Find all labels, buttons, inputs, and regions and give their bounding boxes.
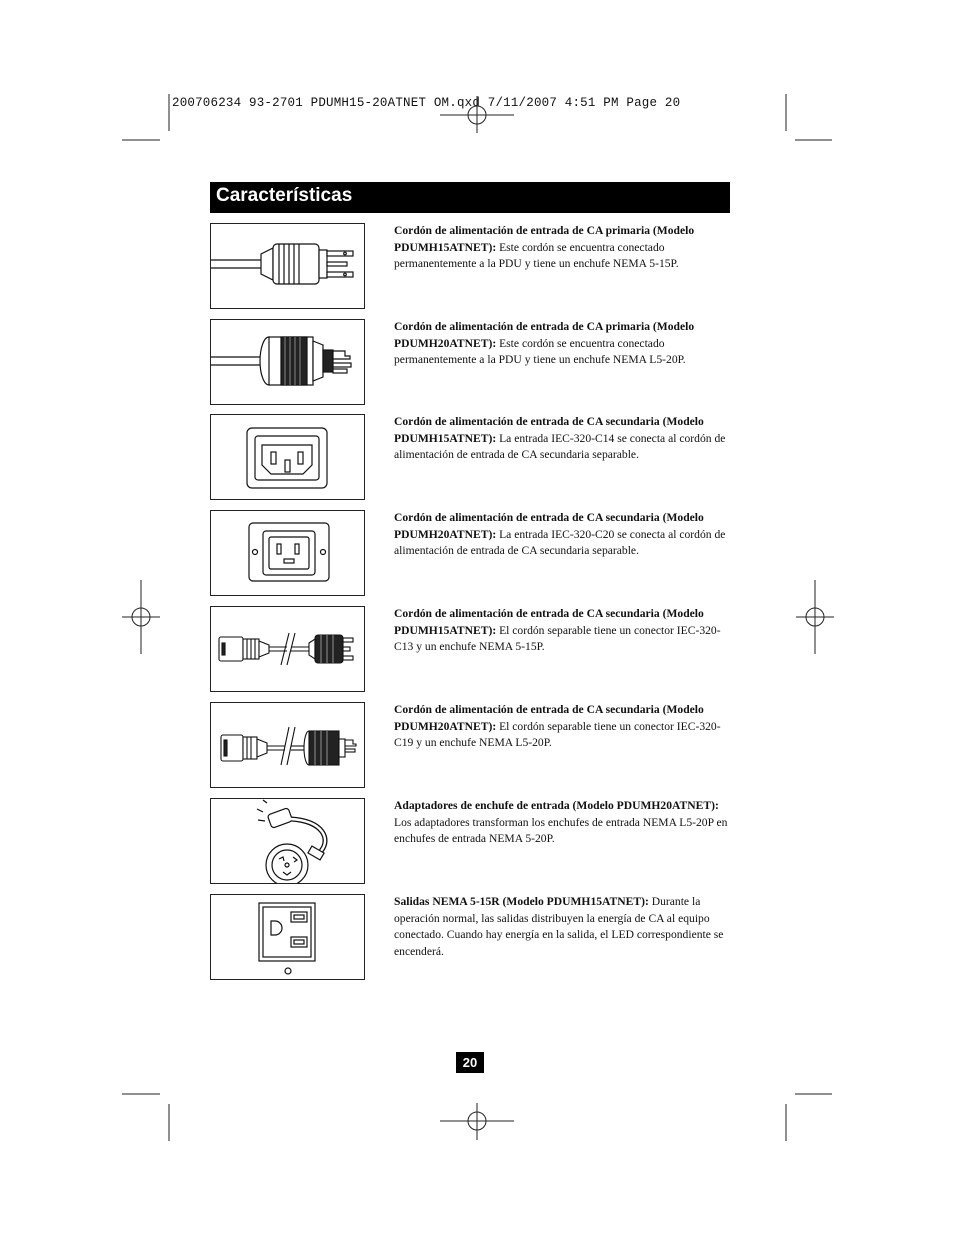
- feature-title: Cordón de alimentación de entrada de CA secundaria (Modelo PDUMH15ATNET):: [394, 607, 704, 637]
- feature-text: El cordón separable tiene un conector IEC-320-C13 y un enchufe NEMA 5-15P.: [394, 623, 721, 654]
- feature-text: Los adaptadores transforman los enchufes de entrada NEMA L5-20P en enchufes de entrada NEMA 5-20P.: [394, 815, 728, 846]
- c19-to-l5-20p-cord-icon: [211, 703, 364, 787]
- c13-to-5-15p-cord-icon: [211, 607, 364, 691]
- feature-item: [210, 510, 730, 598]
- feature-description: [394, 894, 730, 960]
- feature-item: [210, 319, 730, 407]
- iec-c20-inlet-icon: [211, 511, 364, 595]
- feature-title: Cordón de alimentación de entrada de CA primaria (Modelo PDUMH20ATNET):: [394, 320, 695, 350]
- feature-item: [210, 223, 730, 311]
- feature-description: [394, 414, 730, 464]
- registration-mark-left: [122, 580, 160, 654]
- feature-text: El cordón separable tiene un conector IEC-320-C19 y un enchufe NEMA L5-20P.: [394, 719, 721, 750]
- feature-title: Adaptadores de enchufe de entrada (Modelo PDUMH20ATNET):: [394, 799, 719, 812]
- page-number: 20: [456, 1052, 484, 1073]
- illustration-frame: [210, 510, 365, 596]
- plug-adapter-icon: [211, 799, 364, 883]
- feature-title: Cordón de alimentación de entrada de CA secundaria (Modelo PDUMH20ATNET):: [394, 703, 704, 733]
- illustration-frame: [210, 702, 365, 788]
- nema-5-15p-plug-icon: [211, 224, 364, 308]
- feature-title: Salidas NEMA 5-15R (Modelo PDUMH15ATNET):: [394, 895, 649, 908]
- registration-mark-right: [796, 580, 834, 654]
- feature-item: [210, 894, 730, 982]
- feature-title: Cordón de alimentación de entrada de CA primaria (Modelo PDUMH15ATNET):: [394, 224, 695, 254]
- illustration-frame: [210, 223, 365, 309]
- feature-title: Cordón de alimentación de entrada de CA secundaria (Modelo PDUMH20ATNET):: [394, 511, 704, 541]
- illustration-frame: [210, 894, 365, 980]
- section-title: Características: [216, 185, 353, 206]
- feature-text: La entrada IEC-320-C20 se conecta al cordón de alimentación de entrada de CA secundaria separable.: [394, 527, 726, 558]
- feature-item: [210, 702, 730, 790]
- feature-description: [394, 510, 730, 560]
- feature-description: [394, 798, 730, 848]
- feature-text: Este cordón se encuentra conectado permanentemente a la PDU y tiene un enchufe NEMA L5-20P.: [394, 336, 686, 367]
- feature-description: [394, 702, 730, 752]
- registration-mark-bottom: [440, 1103, 514, 1140]
- illustration-frame: [210, 319, 365, 405]
- feature-item: [210, 606, 730, 694]
- feature-item: [210, 414, 730, 502]
- feature-text: La entrada IEC-320-C14 se conecta al cordón de alimentación de entrada de CA secundaria separable.: [394, 431, 726, 462]
- iec-c14-inlet-icon: [211, 415, 364, 499]
- feature-description: [394, 606, 730, 656]
- feature-title: Cordón de alimentación de entrada de CA secundaria (Modelo PDUMH15ATNET):: [394, 415, 704, 445]
- nema-l5-20p-twistlock-plug-icon: [211, 320, 364, 404]
- feature-description: [394, 319, 730, 369]
- illustration-frame: [210, 798, 365, 884]
- print-slug-line: 200706234 93-2701 PDUMH15-20ATNET OM.qxd 7/11/2007 4:51 PM Page 20: [172, 96, 681, 110]
- illustration-frame: [210, 606, 365, 692]
- nema-5-15r-outlet-icon: [211, 895, 364, 979]
- registration-mark-top: [440, 96, 514, 133]
- illustration-frame: [210, 414, 365, 500]
- feature-text: Este cordón se encuentra conectado permanentemente a la PDU y tiene un enchufe NEMA 5-15P.: [394, 240, 679, 271]
- feature-text: Durante la operación normal, las salidas distribuyen la energía de CA al equipo conectado. Cuando hay energía en la salida, el LED correspondiente se encenderá.: [394, 895, 724, 958]
- section-header: [210, 182, 730, 213]
- feature-description: [394, 223, 730, 273]
- feature-item: [210, 798, 730, 886]
